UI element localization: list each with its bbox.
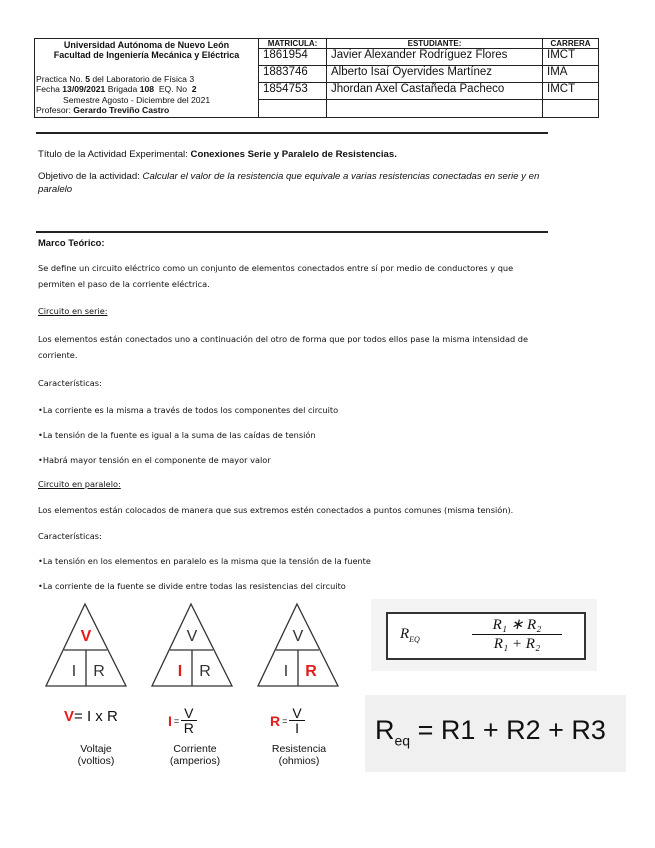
tri2-r: R [199, 663, 211, 680]
empty-cell [327, 100, 543, 117]
parallel-lhs: $R_{EQ}$ [400, 626, 420, 644]
tri2-v: V [186, 628, 198, 645]
triangle-voltage [46, 604, 126, 686]
theory-intro-line2: permiten el paso de la corriente eléctrica. [38, 279, 210, 289]
caption-current: Corriente (amperios) [169, 743, 221, 767]
matricula-cell: 1861954 [259, 49, 327, 66]
header-table [34, 38, 599, 118]
triangle-resistance [258, 604, 338, 686]
tri3-r: R [305, 663, 317, 680]
triangle-current [152, 604, 232, 686]
brigade-value: 108 [139, 84, 155, 94]
students-table [259, 39, 598, 117]
professor-line: Profesor: Gerardo Treviño Castro [36, 105, 170, 115]
tri1-v: V [80, 628, 92, 645]
date-value: 13/09/2021 [62, 84, 106, 94]
col-student: ESTUDIANTE: [327, 39, 543, 49]
tri3-v: V [292, 628, 304, 645]
series-equation: $R_{eq} = R1 + R2 + R3$ [375, 715, 606, 749]
theory-intro-line1: Se define un circuito eléctrico como un conjunto de elementos conectados entre sí por medio de conductores y que [38, 263, 514, 273]
parallel-fraction [472, 616, 562, 653]
tri1-i: I [71, 663, 77, 680]
practice-number: 5 [85, 74, 90, 84]
student-cell: Jhordan Axel Castañeda Pacheco [327, 83, 543, 100]
ohm-triangles [40, 598, 350, 693]
series-text-line2: corriente. [38, 350, 78, 360]
formula-voltage: V= I x R [64, 708, 118, 725]
divider [36, 132, 548, 134]
formula-current: I = $\frac{V}{R}$ [168, 706, 197, 735]
parallel-bullet: •La tensión en los elementos en paralelo es la misma que la tensión de la fuente [38, 556, 371, 566]
matricula-cell: 1854753 [259, 83, 327, 100]
semester-line: Semestre Agosto - Diciembre del 2021 [63, 95, 211, 105]
series-text-line1: Los elementos están conectados uno a continuación del otro de forma que por todos ellos pase la misma intensidad de [38, 334, 529, 344]
activity-title-value: Conexiones Serie y Paralelo de Resistencias. [190, 149, 397, 160]
tri3-i: I [283, 663, 289, 680]
series-bullet: •La corriente es la misma a través de todos los componentes del circuito [38, 405, 339, 415]
career-cell: IMCT [543, 83, 598, 100]
practice-line: Practica No. 5 del Laboratorio de Física 3 [36, 74, 195, 84]
activity-objective: Objetivo de la actividad: Calcular el valor de la resistencia que equivale a varias resistencias conectadas en serie y en paralelo [38, 171, 540, 195]
faculty-name: Facultad de Ingeniería Mecánica y Eléctrica [53, 50, 240, 60]
series-bullet: •La tensión de la fuente es igual a la suma de las caídas de tensión [38, 430, 316, 440]
col-matricula: MATRICULA: [259, 39, 327, 49]
series-bullet: •Habrá mayor tensión en el componente de mayor valor [38, 455, 271, 465]
series-heading: Circuito en serie: [38, 306, 108, 316]
parallel-numerator: R₁ ∗ R₂ [472, 616, 562, 635]
parallel-denominator: R₁ + R₂ [493, 636, 541, 652]
tri2-i: I [177, 663, 183, 680]
parallel-heading: Circuito en paralelo: [38, 479, 121, 489]
objective-text-cont: paralelo [38, 184, 73, 195]
caption-voltage: Voltaje (voltios) [77, 743, 115, 767]
characteristics-label: Características: [38, 378, 102, 388]
empty-cell [259, 100, 327, 117]
formula-resistance: R = $\frac{V}{I}$ [270, 706, 305, 735]
parallel-text-line1: Los elementos están colocados de manera que sus extremos estén conectados a puntos comunes (misma tensión). [38, 505, 514, 515]
professor-name: Gerardo Treviño Castro [73, 105, 170, 115]
series-equation-box [365, 695, 626, 772]
parallel-bullet: •La corriente de la fuente se divide entre todas las resistencias del circuito [38, 581, 346, 591]
theory-heading: Marco Teórico: [38, 237, 105, 248]
matricula-cell: 1883746 [259, 66, 327, 83]
caption-resistance: Resistencia (ohmios) [271, 743, 327, 767]
header-info [35, 39, 259, 117]
objective-text: Calcular el valor de la resistencia que equivale a varias resistencias conectadas en serie y en [142, 171, 540, 182]
empty-cell [543, 100, 598, 117]
parallel-equation-box [371, 599, 597, 671]
career-cell: IMCT [543, 49, 598, 66]
university-name: Universidad Autónoma de Nuevo León [63, 40, 230, 50]
student-cell: Javier Alexander Rodríguez Flores [327, 49, 543, 66]
characteristics-label: Características: [38, 531, 102, 541]
divider [36, 231, 548, 233]
student-cell: Alberto Isaí Oyervides Martínez [327, 66, 543, 83]
col-career: CARRERA [543, 39, 598, 49]
date-line: Fecha 13/09/2021 Brigada 108 EQ. No 2 [36, 84, 197, 94]
activity-title: Título de la Actividad Experimental: Conexiones Serie y Paralelo de Resistencias. [38, 149, 397, 160]
tri1-r: R [93, 663, 105, 680]
career-cell: IMA [543, 66, 598, 83]
team-value: 2 [191, 84, 197, 94]
